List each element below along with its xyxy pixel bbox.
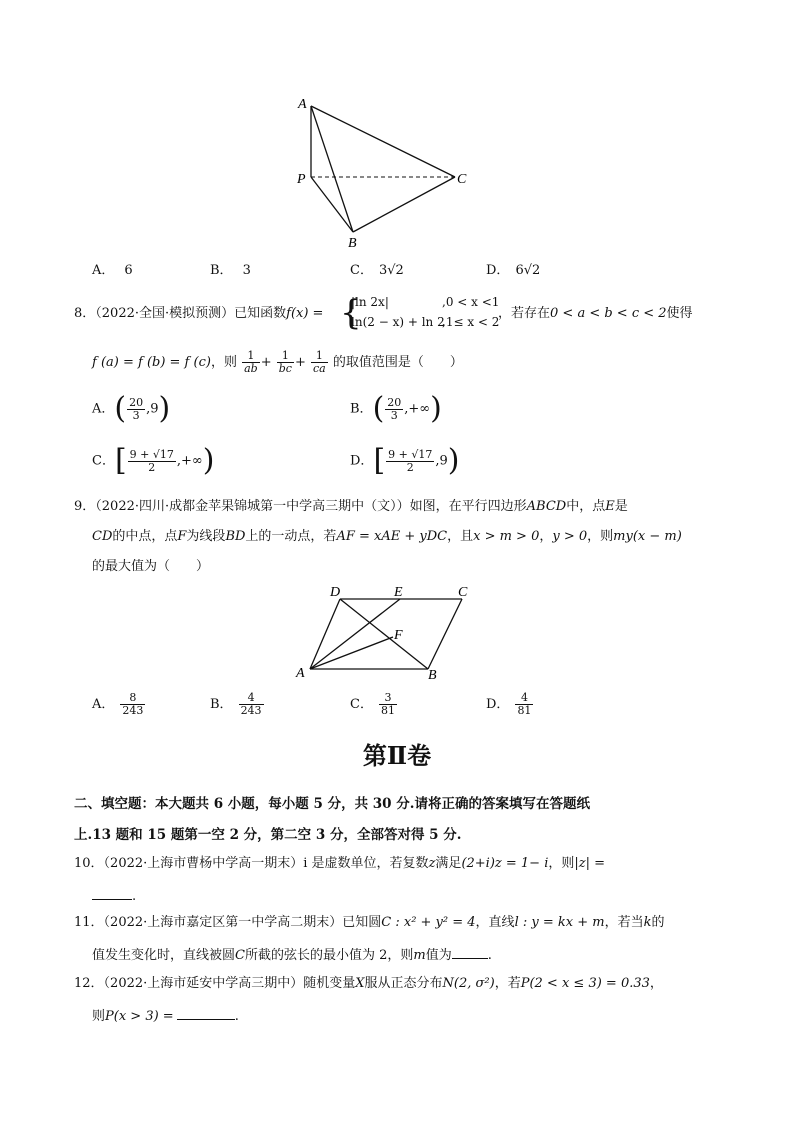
q9-option-b[interactable]: B． $\frac{4}{243}$: [210, 691, 262, 717]
label-b: B: [428, 668, 437, 680]
segment-bd: [340, 599, 428, 669]
q7-option-b[interactable]: B． 3: [210, 263, 251, 278]
edge-ac: [311, 106, 455, 177]
label-p: P: [297, 172, 306, 187]
q8-line2: f (a) = f (b) = f (c)，则 $\frac{1}{ab}$ + $\frac{1}{bc}$ + $\frac{1}{ca}$ 的取值范围是（ ）: [92, 349, 463, 375]
q10-answer-blank[interactable]: [92, 885, 132, 900]
q8-option-c[interactable]: C．[ $\frac{9 + √17}{2}$ ,+∞): [92, 443, 215, 478]
q8-case1: |ln 2x|: [351, 295, 389, 309]
segment-ae: [310, 599, 400, 669]
q8-cond1: ,0 < x <1: [442, 295, 500, 309]
label-a: A: [298, 97, 307, 112]
q8-line1: 8．（2022·全国·模拟预测）已知函数f(x) =: [74, 306, 324, 321]
q7-option-c[interactable]: C． 3√2: [350, 263, 404, 278]
q9-option-c[interactable]: C． $\frac{3}{81}$: [350, 691, 395, 717]
edge-bc: [353, 177, 455, 232]
part-two-heading: 第Ⅱ卷: [362, 741, 432, 770]
q8-option-a[interactable]: A．( $\frac{20}{3}$ ,9): [92, 391, 171, 426]
side-bc: [428, 599, 462, 669]
edge-ab: [311, 106, 353, 232]
q11-answer-blank[interactable]: [452, 944, 488, 959]
q11-line1: 11．（2022·上海市嘉定区第一中学高二期末）已知圆C : x² + y² = 4，直线l : y = kx + m，若当k的: [74, 915, 665, 930]
q7-option-d[interactable]: D． 6√2: [486, 263, 541, 278]
q8-piecewise-brace: {: [340, 293, 362, 333]
q9-line1: 9．（2022·四川·成都金苹果锦城第一中学高三期中（文））如图，在平行四边形ABCD中，点E是: [74, 499, 628, 514]
edge-pb: [311, 177, 353, 232]
section2-line1: 二、填空题：本大题共 6 小题，每小题 5 分，共 30 分.请将正确的答案填写在答题纸: [74, 796, 590, 812]
q8-option-d[interactable]: D．[ $\frac{9 + √17}{2}$ ,9): [350, 443, 460, 478]
label-c: C: [458, 585, 468, 600]
q9-line3: 的最大值为（ ）: [92, 559, 210, 574]
q9-line2: CD的中点，点F为线段BD上的一动点，若AF = xAE + yDC，且x > m > 0，y > 0，则my(x − m): [92, 529, 682, 544]
q10-answer-line: .: [92, 885, 136, 906]
q9-option-a[interactable]: A． $\frac{8}{243}$: [92, 691, 144, 717]
label-b: B: [348, 236, 357, 251]
q10-line1: 10．（2022·上海市曹杨中学高一期末）i 是虚数单位，若复数z满足(2+i)z = 1− i，则|z| =: [74, 856, 606, 871]
label-e: E: [394, 585, 403, 600]
q8-option-b[interactable]: B．( $\frac{20}{3}$ ,+∞): [350, 391, 442, 426]
section2-line2: 上.13 题和 15 题第一空 2 分，第二空 3 分，全部答对得 5 分.: [74, 827, 462, 843]
label-a: A: [296, 666, 305, 680]
q12-answer-blank[interactable]: [177, 1005, 235, 1020]
q7-option-a[interactable]: A． 6: [92, 263, 133, 278]
figure-pyramid: [290, 92, 480, 254]
segment-af: [310, 637, 393, 669]
q12-line2: 则P(x > 3) = .: [92, 1005, 239, 1026]
q11-line2: 值发生变化时，直线被圆C所截的弦长的最小值为 2，则m值为 .: [92, 944, 492, 965]
q8-cond2: ,1≤ x < 2: [442, 315, 500, 329]
label-c: C: [457, 172, 467, 187]
label-d: D: [330, 585, 341, 600]
q8-case2: ln(2 − x) + ln 2: [351, 315, 445, 329]
figure-parallelogram: [290, 580, 490, 680]
q8-line1-tail: ，若存在0 < a < b < c < 2使得: [498, 306, 693, 321]
q9-option-d[interactable]: D． $\frac{4}{81}$: [486, 691, 532, 717]
q12-line1: 12．（2022·上海市延安中学高三期中）随机变量X服从正态分布N(2, σ²)，若P(2 < x ≤ 3) = 0.33，: [74, 976, 663, 991]
label-f: F: [394, 628, 403, 643]
